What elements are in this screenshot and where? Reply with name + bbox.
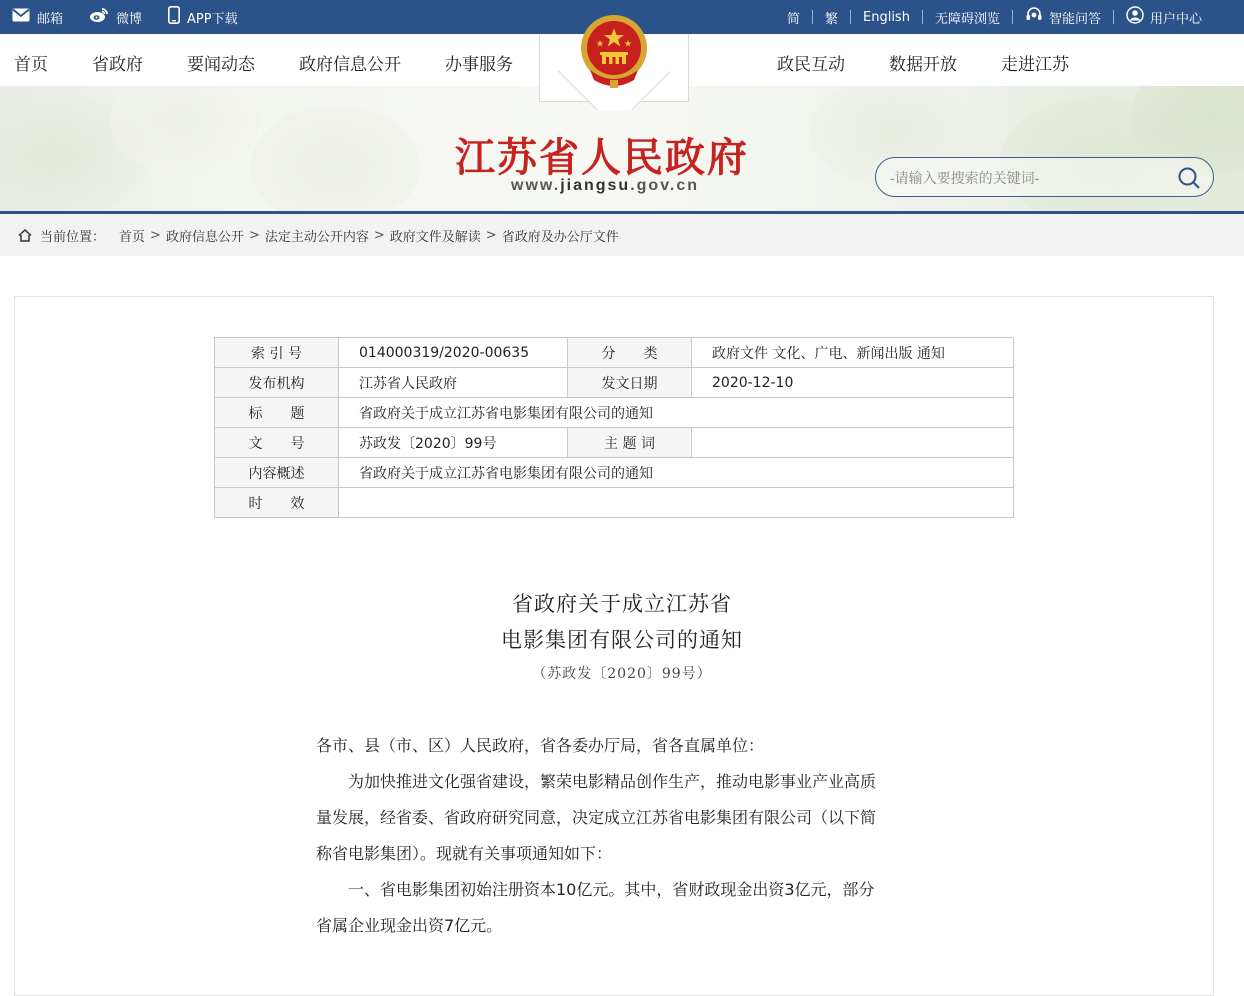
breadcrumb-separator: >: [373, 228, 385, 243]
site-url: [511, 177, 699, 195]
breadcrumb-separator: >: [150, 228, 161, 243]
home-icon: [18, 229, 32, 242]
category-label: 分 类: [568, 338, 692, 368]
document-title-line-1: 省政府关于成立江苏省: [512, 592, 732, 616]
english-label: English: [863, 9, 910, 25]
simplified-chinese-link[interactable]: [775, 8, 812, 27]
keywords-value: [692, 428, 1014, 458]
smart-qa-link[interactable]: [1013, 6, 1113, 28]
breadcrumb-office-documents[interactable]: 省政府及办公厅文件: [501, 230, 619, 245]
site-url-domain: jiangsu: [560, 177, 631, 194]
user-icon: [1126, 6, 1144, 28]
nav-services[interactable]: 办事服务: [445, 55, 513, 75]
smart-qa-label: 智能问答: [1048, 11, 1101, 27]
body-paragraph: 各市、县（市、区）人民政府，省各委办厅局，省各直属单位：: [316, 736, 765, 755]
summary-value: 省政府关于成立江苏省电影集团有限公司的通知: [339, 458, 1014, 488]
search-icon[interactable]: [1177, 166, 1201, 190]
nav-information-disclosure[interactable]: 政府信息公开: [299, 55, 401, 75]
weibo-label: 微博: [116, 11, 143, 27]
table-row: [215, 428, 1014, 458]
table-row: [215, 458, 1014, 488]
category-value: 政府文件 文化、广电、新闻出版 通知: [692, 338, 1014, 368]
validity-value: [339, 488, 1014, 518]
site-title: 江苏省人民政府: [455, 134, 749, 181]
document-title-line-2: 电影集团有限公司的通知: [501, 628, 743, 652]
nav-province-government[interactable]: 省政府: [92, 55, 143, 75]
title-label: 标 题: [215, 398, 339, 428]
app-download-label: APP下载: [187, 11, 238, 27]
document-body: [316, 728, 916, 944]
breadcrumb-separator: >: [248, 228, 260, 243]
english-link[interactable]: [851, 10, 922, 25]
accessibility-label: 无障碍浏览: [934, 11, 1000, 27]
validity-label: 时 效: [215, 488, 339, 518]
traditional-chinese-link[interactable]: [813, 8, 850, 27]
document-number: （苏政发〔2020〕99号）: [532, 666, 712, 682]
issuer-label: 发布机构: [215, 368, 339, 398]
mail-label: 邮箱: [37, 11, 64, 27]
issue-date-value: 2020-12-10: [692, 368, 1014, 398]
document-number-value: 苏政发〔2020〕99号: [339, 428, 568, 458]
user-center-label: 用户中心: [1149, 11, 1202, 27]
mail-icon: [12, 8, 30, 26]
index-number-label: 索 引 号: [215, 338, 339, 368]
top-bar-left: [12, 0, 264, 34]
headset-icon: [1025, 6, 1043, 28]
nav-news[interactable]: 要闻动态: [187, 55, 255, 75]
breadcrumb: [0, 214, 1244, 256]
phone-icon: [168, 6, 180, 28]
search-input[interactable]: [890, 167, 1170, 189]
title-value: 省政府关于成立江苏省电影集团有限公司的通知: [339, 398, 1014, 428]
table-row: [215, 488, 1014, 518]
app-download-link[interactable]: [168, 6, 238, 28]
document-number-label: 文 号: [215, 428, 339, 458]
mail-link[interactable]: [12, 8, 63, 27]
keywords-label: 主 题 词: [568, 428, 692, 458]
search-box: [875, 157, 1214, 197]
banner-decoration: [250, 106, 420, 212]
table-row: [215, 398, 1014, 428]
accessibility-link[interactable]: [923, 8, 1012, 27]
body-paragraph: 省属企业现金出资7亿元。: [316, 916, 503, 935]
table-row: [215, 368, 1014, 398]
traditional-label: 繁: [824, 11, 838, 27]
site-url-suffix: .gov.cn: [630, 177, 700, 194]
breadcrumb-government-documents[interactable]: 政府文件及解读: [389, 230, 481, 245]
breadcrumb-separator: >: [485, 228, 497, 243]
table-row: [215, 338, 1014, 368]
document-meta-table: [214, 337, 1014, 518]
weibo-link[interactable]: [89, 7, 142, 27]
breadcrumb-information-disclosure[interactable]: 政府信息公开: [165, 230, 244, 245]
simplified-label: 简: [786, 11, 800, 27]
national-emblem-icon[interactable]: [576, 10, 652, 90]
breadcrumb-label: 当前位置：: [40, 230, 106, 245]
breadcrumb-statutory-content[interactable]: 法定主动公开内容: [264, 230, 369, 245]
body-paragraph: 称省电影集团）。现就有关事项通知如下：: [316, 844, 613, 863]
site-url-prefix: www.: [511, 177, 561, 194]
top-bar-right: [775, 0, 1214, 34]
issuer-value: 江苏省人民政府: [339, 368, 568, 398]
body-paragraph: 量发展，经省委、省政府研究同意，决定成立江苏省电影集团有限公司（以下简: [316, 808, 877, 827]
nav-about-jiangsu[interactable]: 走进江苏: [1001, 55, 1069, 75]
body-paragraph: 一、省电影集团初始注册资本10亿元。其中，省财政现金出资3亿元，部分: [316, 880, 875, 899]
issue-date-label: 发文日期: [568, 368, 692, 398]
nav-interaction[interactable]: 政民互动: [777, 55, 845, 75]
breadcrumb-home[interactable]: 首页: [119, 230, 146, 245]
weibo-icon: [89, 7, 109, 27]
summary-label: 内容概述: [215, 458, 339, 488]
nav-home[interactable]: 首页: [14, 55, 48, 75]
user-center-link[interactable]: [1114, 6, 1214, 28]
body-paragraph: 为加快推进文化强省建设，繁荣电影精品创作生产，推动电影事业产业高质: [316, 772, 877, 791]
index-number-value: 014000319/2020-00635: [339, 338, 568, 368]
nav-open-data[interactable]: 数据开放: [889, 55, 957, 75]
